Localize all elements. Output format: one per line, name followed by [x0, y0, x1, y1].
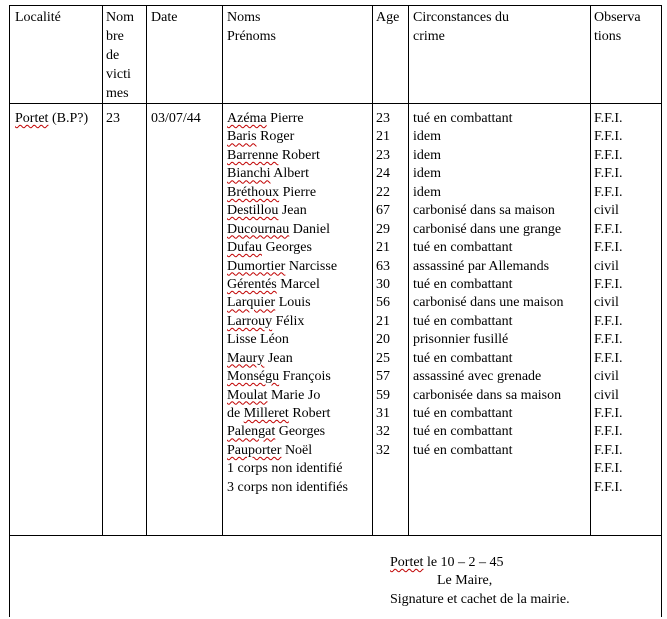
victim-observation: F.F.I.	[594, 424, 623, 440]
victim-circumstance: idem	[413, 166, 441, 182]
victim-name: Monségu François	[227, 369, 331, 385]
victim-observation: civil	[594, 295, 619, 311]
victim-name: Gérentés Marcel	[227, 276, 320, 292]
victim-name: Moulat Marie Jo	[227, 387, 321, 403]
victim-age: 57	[376, 369, 390, 385]
victim-circumstance: tué en combattant	[413, 240, 513, 256]
column-divider	[222, 5, 223, 535]
victim-age: 21	[376, 240, 390, 256]
victim-observation: F.F.I.	[594, 111, 623, 126]
victim-ages-column	[376, 110, 390, 497]
victim-name: Destillou Jean	[227, 203, 307, 219]
victim-age	[376, 479, 390, 497]
victim-observation: F.F.I.	[594, 461, 623, 477]
victim-circumstance: tué en combattant	[413, 442, 513, 458]
record-date: 03/07/44	[151, 111, 201, 126]
victim-observation: F.F.I.	[594, 332, 623, 348]
header-date: Date	[151, 10, 178, 25]
victim-observation: civil	[594, 387, 619, 403]
column-divider	[408, 5, 409, 535]
victim-circumstance: tué en combattant	[413, 350, 513, 366]
victim-circumstance: idem	[413, 147, 441, 163]
victim-age: 29	[376, 221, 390, 237]
victim-circumstance: tué en combattant	[413, 111, 513, 126]
victim-age: 21	[376, 313, 390, 329]
column-divider	[590, 5, 591, 535]
victim-circumstance: prisonnier fusillé	[413, 332, 509, 348]
victim-name: Barrenne Robert	[227, 147, 320, 163]
record-localite: Portet (B.P?)	[15, 111, 89, 126]
victim-name: Larquier Louis	[227, 295, 311, 311]
victim-age: 63	[376, 258, 390, 274]
victim-circumstance: idem	[413, 129, 441, 145]
victim-observation: F.F.I.	[594, 406, 623, 421]
victim-observation: F.F.I.	[594, 479, 623, 495]
victim-age: 25	[376, 350, 390, 366]
victim-observation: F.F.I.	[594, 129, 623, 145]
victim-name: Dumortier Narcisse	[227, 258, 338, 274]
victim-circumstance	[413, 460, 563, 478]
victim-name: 1 corps non identifié	[227, 461, 343, 477]
victim-name: Palengat Georges	[227, 424, 326, 440]
victim-observation: F.F.I.	[594, 166, 623, 182]
victim-age: 22	[376, 184, 390, 200]
victim-name: Larrouy Félix	[227, 313, 305, 329]
victim-age: 21	[376, 129, 390, 145]
victim-age: 23	[376, 147, 390, 163]
footer-maire: Le Maire,	[437, 573, 493, 588]
victim-age: 24	[376, 166, 390, 182]
header-nombre: Nom bre de victi mes	[106, 10, 134, 101]
victim-observation: F.F.I.	[594, 147, 623, 163]
victim-circumstance: carbonisé dans une maison	[413, 295, 564, 311]
column-divider	[146, 5, 147, 535]
victim-observation: F.F.I.	[594, 184, 623, 200]
victim-observation: F.F.I.	[594, 350, 623, 366]
victim-age: 32	[376, 442, 390, 458]
victim-circumstance: assassiné par Allemands	[413, 258, 550, 274]
header-noms: Noms Prénoms	[227, 10, 276, 44]
victim-observations-column	[594, 110, 623, 497]
victim-name: Dufau Georges	[227, 240, 312, 256]
footer-signature: Signature et cachet de la mairie.	[390, 592, 570, 607]
victim-age: 30	[376, 276, 390, 292]
victim-observation: civil	[594, 369, 619, 385]
victim-circumstance	[413, 479, 563, 497]
victim-name: de Milleret Robert	[227, 406, 331, 421]
victim-name: 3 corps non identifiés	[227, 479, 348, 495]
victim-age: 59	[376, 387, 390, 403]
victim-circumstance: tué en combattant	[413, 313, 513, 329]
record-nombre: 23	[106, 111, 120, 126]
victim-age: 23	[376, 111, 390, 126]
victim-name: Bianchi Albert	[227, 166, 310, 182]
victim-observation: F.F.I.	[594, 240, 623, 256]
victim-name: Lisse Léon	[227, 332, 289, 348]
victim-age: 67	[376, 203, 390, 219]
victim-circumstance: carbonisé dans sa maison	[413, 203, 555, 219]
victim-circumstance: tué en combattant	[413, 406, 513, 421]
victim-name: Bréthoux Pierre	[227, 184, 317, 200]
victim-age: 31	[376, 406, 390, 421]
victim-observation: F.F.I.	[594, 221, 623, 237]
victim-age	[376, 460, 390, 478]
victim-observation: civil	[594, 258, 619, 274]
victim-name: Baris Roger	[227, 129, 295, 145]
header-age: Age	[376, 10, 400, 25]
victim-circumstance: assassiné avec grenade	[413, 369, 542, 385]
victim-age: 32	[376, 424, 390, 440]
victim-names-column	[227, 110, 348, 497]
victim-observation: civil	[594, 203, 619, 219]
victim-circumstance: idem	[413, 184, 441, 200]
victim-circumstance: tué en combattant	[413, 424, 513, 440]
victim-name: Maury Jean	[227, 350, 293, 366]
victim-name: Pauporter Noël	[227, 442, 313, 458]
column-divider	[372, 5, 373, 535]
header-observations: Observa tions	[594, 10, 641, 44]
victim-circumstance: carbonisé dans une grange	[413, 221, 562, 237]
header-localite: Localité	[15, 10, 61, 25]
victim-observation: F.F.I.	[594, 276, 623, 292]
victim-name: Ducournau Daniel	[227, 221, 331, 237]
victim-circumstances-column	[413, 110, 563, 497]
victim-circumstance: tué en combattant	[413, 276, 513, 292]
header-separator	[9, 103, 662, 104]
victim-name: Azéma Pierre	[227, 111, 304, 126]
victim-age: 56	[376, 295, 390, 311]
table-bottom-border	[9, 535, 662, 536]
header-circonstances: Circonstances du crime	[413, 10, 510, 44]
victim-age: 20	[376, 332, 390, 348]
footer-place-date: Portet le 10 – 2 – 45	[390, 555, 504, 570]
victim-observation: F.F.I.	[594, 313, 623, 329]
victim-circumstance: carbonisée dans sa maison	[413, 387, 562, 403]
column-divider	[102, 5, 103, 535]
victim-observation: F.F.I.	[594, 442, 623, 458]
